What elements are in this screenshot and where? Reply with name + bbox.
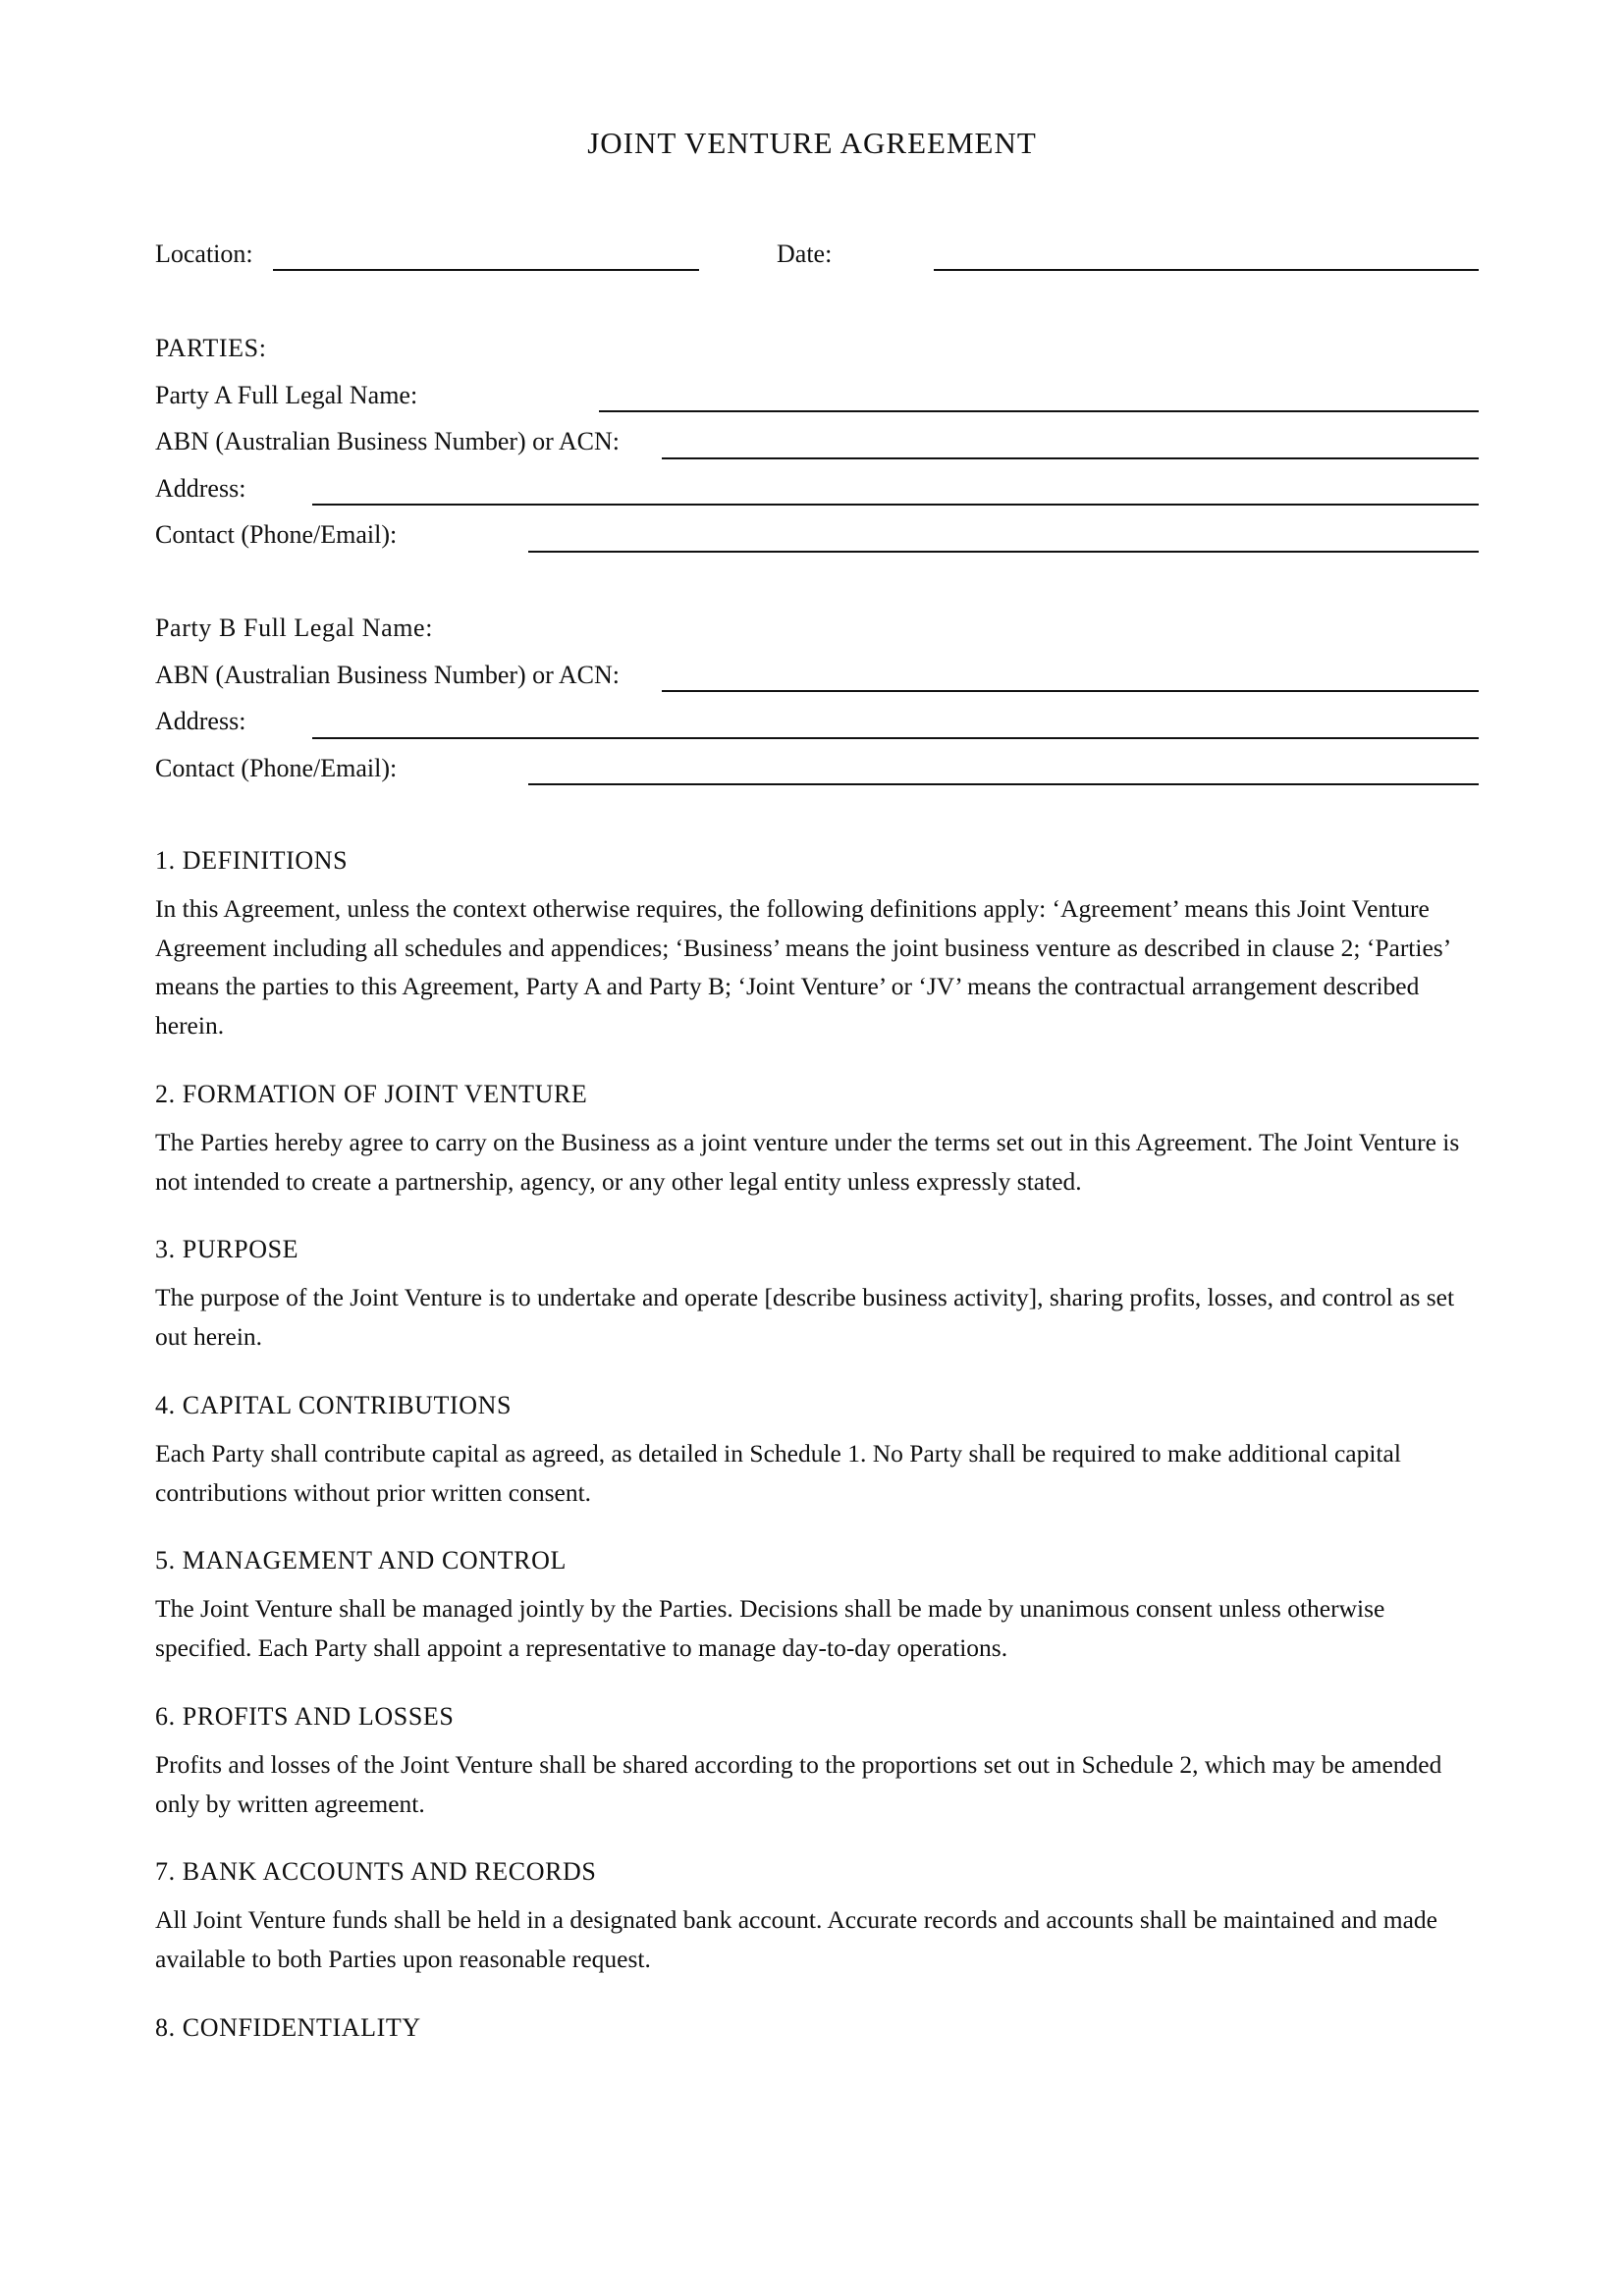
party-a-name-label: Party A Full Legal Name: — [155, 381, 418, 409]
section-body-formation: The Parties hereby agree to carry on the Business as a joint venture under the terms set out in this Agreement. The Joint Venture is not intended to create a partnership, agency, or any other legal entity unless expressly stated. — [155, 1128, 1460, 1196]
party-b-name-label: Party B Full Legal Name: — [155, 614, 434, 642]
section-heading-definitions: 1. DEFINITIONS — [155, 846, 349, 875]
section-heading-purpose: 3. PURPOSE — [155, 1235, 299, 1263]
section-heading-capital-contributions: 4. CAPITAL CONTRIBUTIONS — [155, 1391, 513, 1419]
party-a-address-field[interactable] — [312, 504, 1479, 506]
section-body-management: The Joint Venture shall be managed jointly by the Parties. Decisions shall be made by unanimous consent unless otherwise specified. Each Party shall appoint a representative to manage day-to-day operations. — [155, 1594, 1385, 1662]
date-field[interactable] — [934, 269, 1479, 271]
section-body-capital-contributions: Each Party shall contribute capital as agreed, as detailed in Schedule 1. No Party shall be required to make additional capital contributions without prior written consent. — [155, 1439, 1401, 1507]
location-label: Location: — [155, 240, 253, 268]
section-body-purpose: The purpose of the Joint Venture is to undertake and operate [describe business activity], sharing profits, losses, and control as set out herein. — [155, 1283, 1455, 1351]
document-title: JOINT VENTURE AGREEMENT — [587, 126, 1037, 160]
section-heading-profits-losses: 6. PROFITS AND LOSSES — [155, 1702, 455, 1731]
party-a-abn-label: ABN (Australian Business Number) or ACN: — [155, 427, 621, 455]
location-field[interactable] — [273, 269, 699, 271]
party-b-address-label: Address: — [155, 707, 246, 735]
party-b-contact-field[interactable] — [528, 783, 1479, 785]
party-a-abn-field[interactable] — [662, 457, 1479, 459]
party-b-abn-field[interactable] — [662, 690, 1479, 692]
date-label: Date: — [777, 240, 833, 268]
party-b-contact-label: Contact (Phone/Email): — [155, 754, 398, 782]
section-body-definitions: In this Agreement, unless the context otherwise requires, the following definitions apply: ‘Agreement’ means this Joint Venture Agreement including all schedules and appendices; ‘Business’ means the joint business venture as described in clause 2; ‘Parties’ means the parties to this Agreement, Party A and Party B; ‘Joint Venture’ or ‘JV’ means the contractual arrangement described herein. — [155, 894, 1450, 1040]
party-a-contact-field[interactable] — [528, 551, 1479, 553]
party-b-abn-label: ABN (Australian Business Number) or ACN: — [155, 661, 621, 689]
section-heading-formation: 2. FORMATION OF JOINT VENTURE — [155, 1080, 588, 1108]
section-heading-confidentiality: 8. CONFIDENTIALITY — [155, 2013, 421, 2042]
section-body-bank-accounts: All Joint Venture funds shall be held in a designated bank account. Accurate records and accounts shall be maintained and made available to both Parties upon reasonable request. — [155, 1905, 1437, 1973]
party-b-address-field[interactable] — [312, 737, 1479, 739]
section-heading-bank-accounts: 7. BANK ACCOUNTS AND RECORDS — [155, 1857, 597, 1886]
section-heading-management: 5. MANAGEMENT AND CONTROL — [155, 1546, 567, 1575]
party-a-contact-label: Contact (Phone/Email): — [155, 520, 398, 549]
party-a-name-field[interactable] — [599, 410, 1479, 412]
section-body-profits-losses: Profits and losses of the Joint Venture shall be shared according to the proportions set out in Schedule 2, which may be amended only by written agreement. — [155, 1750, 1442, 1818]
parties-heading: PARTIES: — [155, 334, 267, 362]
party-a-address-label: Address: — [155, 474, 246, 503]
